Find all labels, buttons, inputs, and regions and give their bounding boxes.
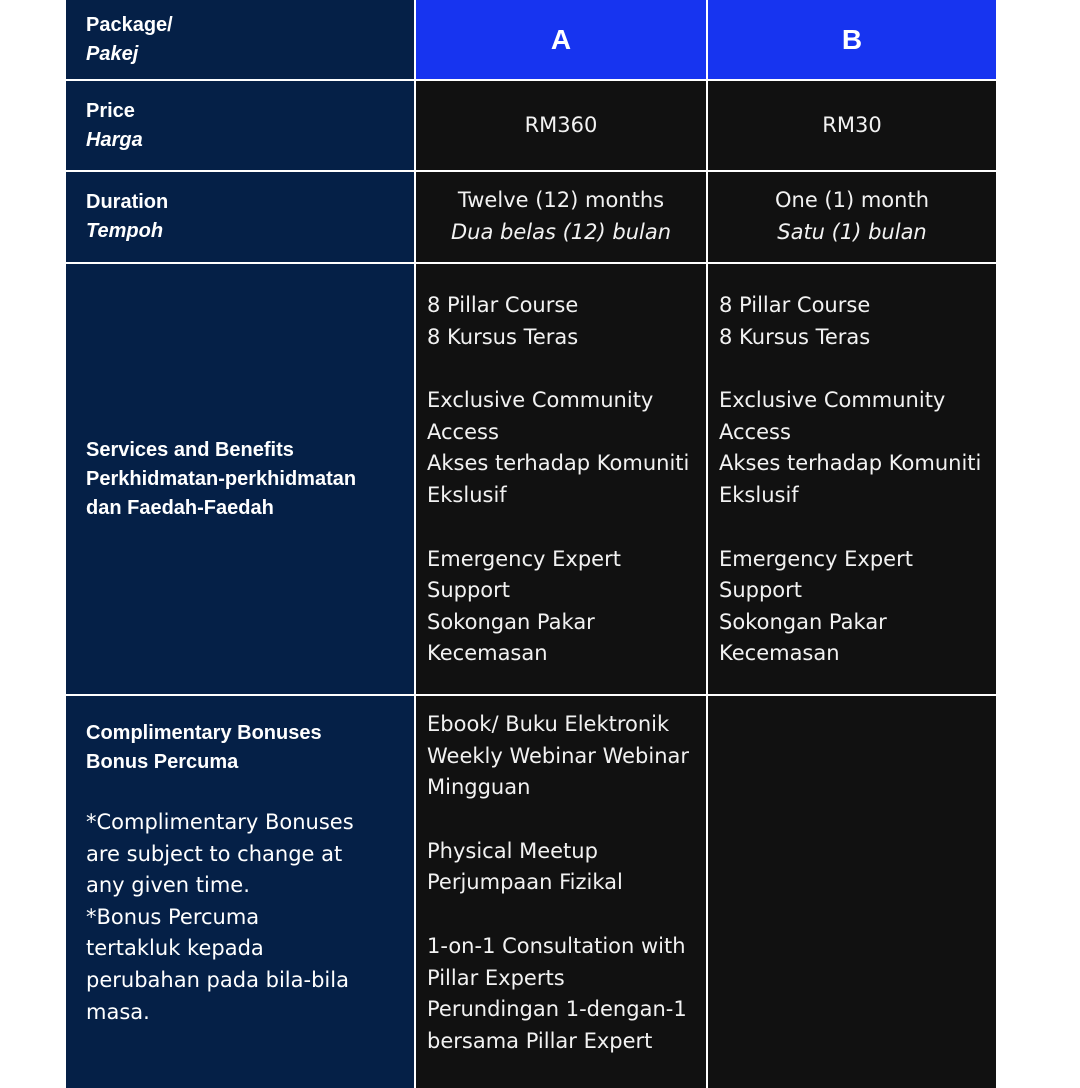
services-a-community-ms-1: Akses terhadap Komuniti [427,451,690,476]
services-a-course-ms: 8 Kursus Teras [427,324,579,349]
services-a-community-ms-2: Ekslusif [427,482,507,507]
price-a-value: RM360 [524,112,598,137]
services-label-line-3: dan Faedah-Faedah [86,496,274,519]
services-b-community-ms-2: Ekslusif [719,482,799,507]
services-label-line-1: Services and Benefits [86,438,294,461]
duration-b-ms: Satu (1) bulan [777,220,927,244]
package-a-header [416,0,706,79]
services-a-support-en-1: Emergency Expert [427,546,621,571]
duration-label-en: Duration [86,191,169,213]
bonuses-note [86,807,356,1028]
bonuses-label-cell [66,696,414,1088]
services-a-course-en: 8 Pillar Course [427,293,579,317]
bonuses-a-consult-ms-1: Perundingan 1-dengan-1 [427,997,687,1022]
services-a-cell [416,264,706,694]
bonuses-a-webinar-2: Mingguan [427,775,531,800]
services-b-support-ms-2: Kecemasan [719,641,840,666]
services-b-course-ms: 8 Kursus Teras [719,324,871,349]
price-label-en: Price [86,99,135,122]
bonuses-a-cell [416,696,706,1088]
services-b-community-en-1: Exclusive Community [719,388,946,413]
price-b-value: RM30 [822,112,882,137]
price-a-cell [416,81,706,170]
package-b-title: B [841,23,863,55]
duration-a-en: Twelve (12) months [457,188,665,213]
bonuses-a-consult-en-1: 1-on-1 Consultation with [427,933,686,958]
bonuses-a-ebook: Ebook/ Buku Elektronik [427,712,670,736]
duration-label-cell [66,172,414,262]
bonuses-note-ms: *Bonus Percuma tertakluk kepada perubahan pada bila-bila masa. [86,904,349,1024]
services-label-line-2: Perkhidmatan-perkhidmatan [86,467,357,490]
duration-b-cell [708,172,996,262]
package-label-ms: Pakej [86,42,139,65]
duration-label-ms: Tempoh [86,220,164,242]
services-b-support-ms-1: Sokongan Pakar [719,609,887,634]
services-b-community-en-2: Access [719,419,791,444]
bonuses-a-consult-en-2: Pillar Experts [427,965,565,990]
services-b-community-ms-1: Akses terhadap Komuniti [719,451,982,476]
package-label-en: Package/ [86,13,173,36]
bonuses-a-webinar-1: Weekly Webinar Webinar [427,743,690,768]
price-b-cell [708,81,996,170]
package-comparison-table [66,0,996,1080]
package-a-title: A [550,23,572,55]
bonuses-a-meetup-en: Physical Meetup [427,838,598,863]
services-b-support-en-2: Support [719,578,803,603]
duration-a-cell [416,172,706,262]
package-label-cell [66,0,414,79]
bonuses-b-cell [708,696,996,1088]
services-a-community-en-1: Exclusive Community [427,388,654,413]
services-a-support-ms-1: Sokongan Pakar [427,609,595,634]
services-b-support-en-1: Emergency Expert [719,546,913,571]
duration-a-ms: Dua belas (12) bulan [450,220,672,244]
services-a-support-en-2: Support [427,578,511,603]
bonuses-a-consult-ms-2: bersama Pillar Expert [427,1028,653,1053]
price-label-cell [66,81,414,170]
package-b-header [708,0,996,79]
services-b-course-en: 8 Pillar Course [719,293,871,317]
services-b-cell [708,264,996,694]
bonuses-a-meetup-ms: Perjumpaan Fizikal [427,870,623,895]
bonuses-label-en: Complimentary Bonuses [86,722,322,744]
price-label-ms: Harga [86,128,143,151]
services-a-support-ms-2: Kecemasan [427,641,548,666]
bonuses-label-ms: Bonus Percuma [86,751,239,773]
duration-b-en: One (1) month [774,188,929,213]
services-label-cell [66,264,414,694]
bonuses-note-en: *Complimentary Bonuses are subject to change at any given time. [86,810,354,898]
services-a-community-en-2: Access [427,419,499,444]
